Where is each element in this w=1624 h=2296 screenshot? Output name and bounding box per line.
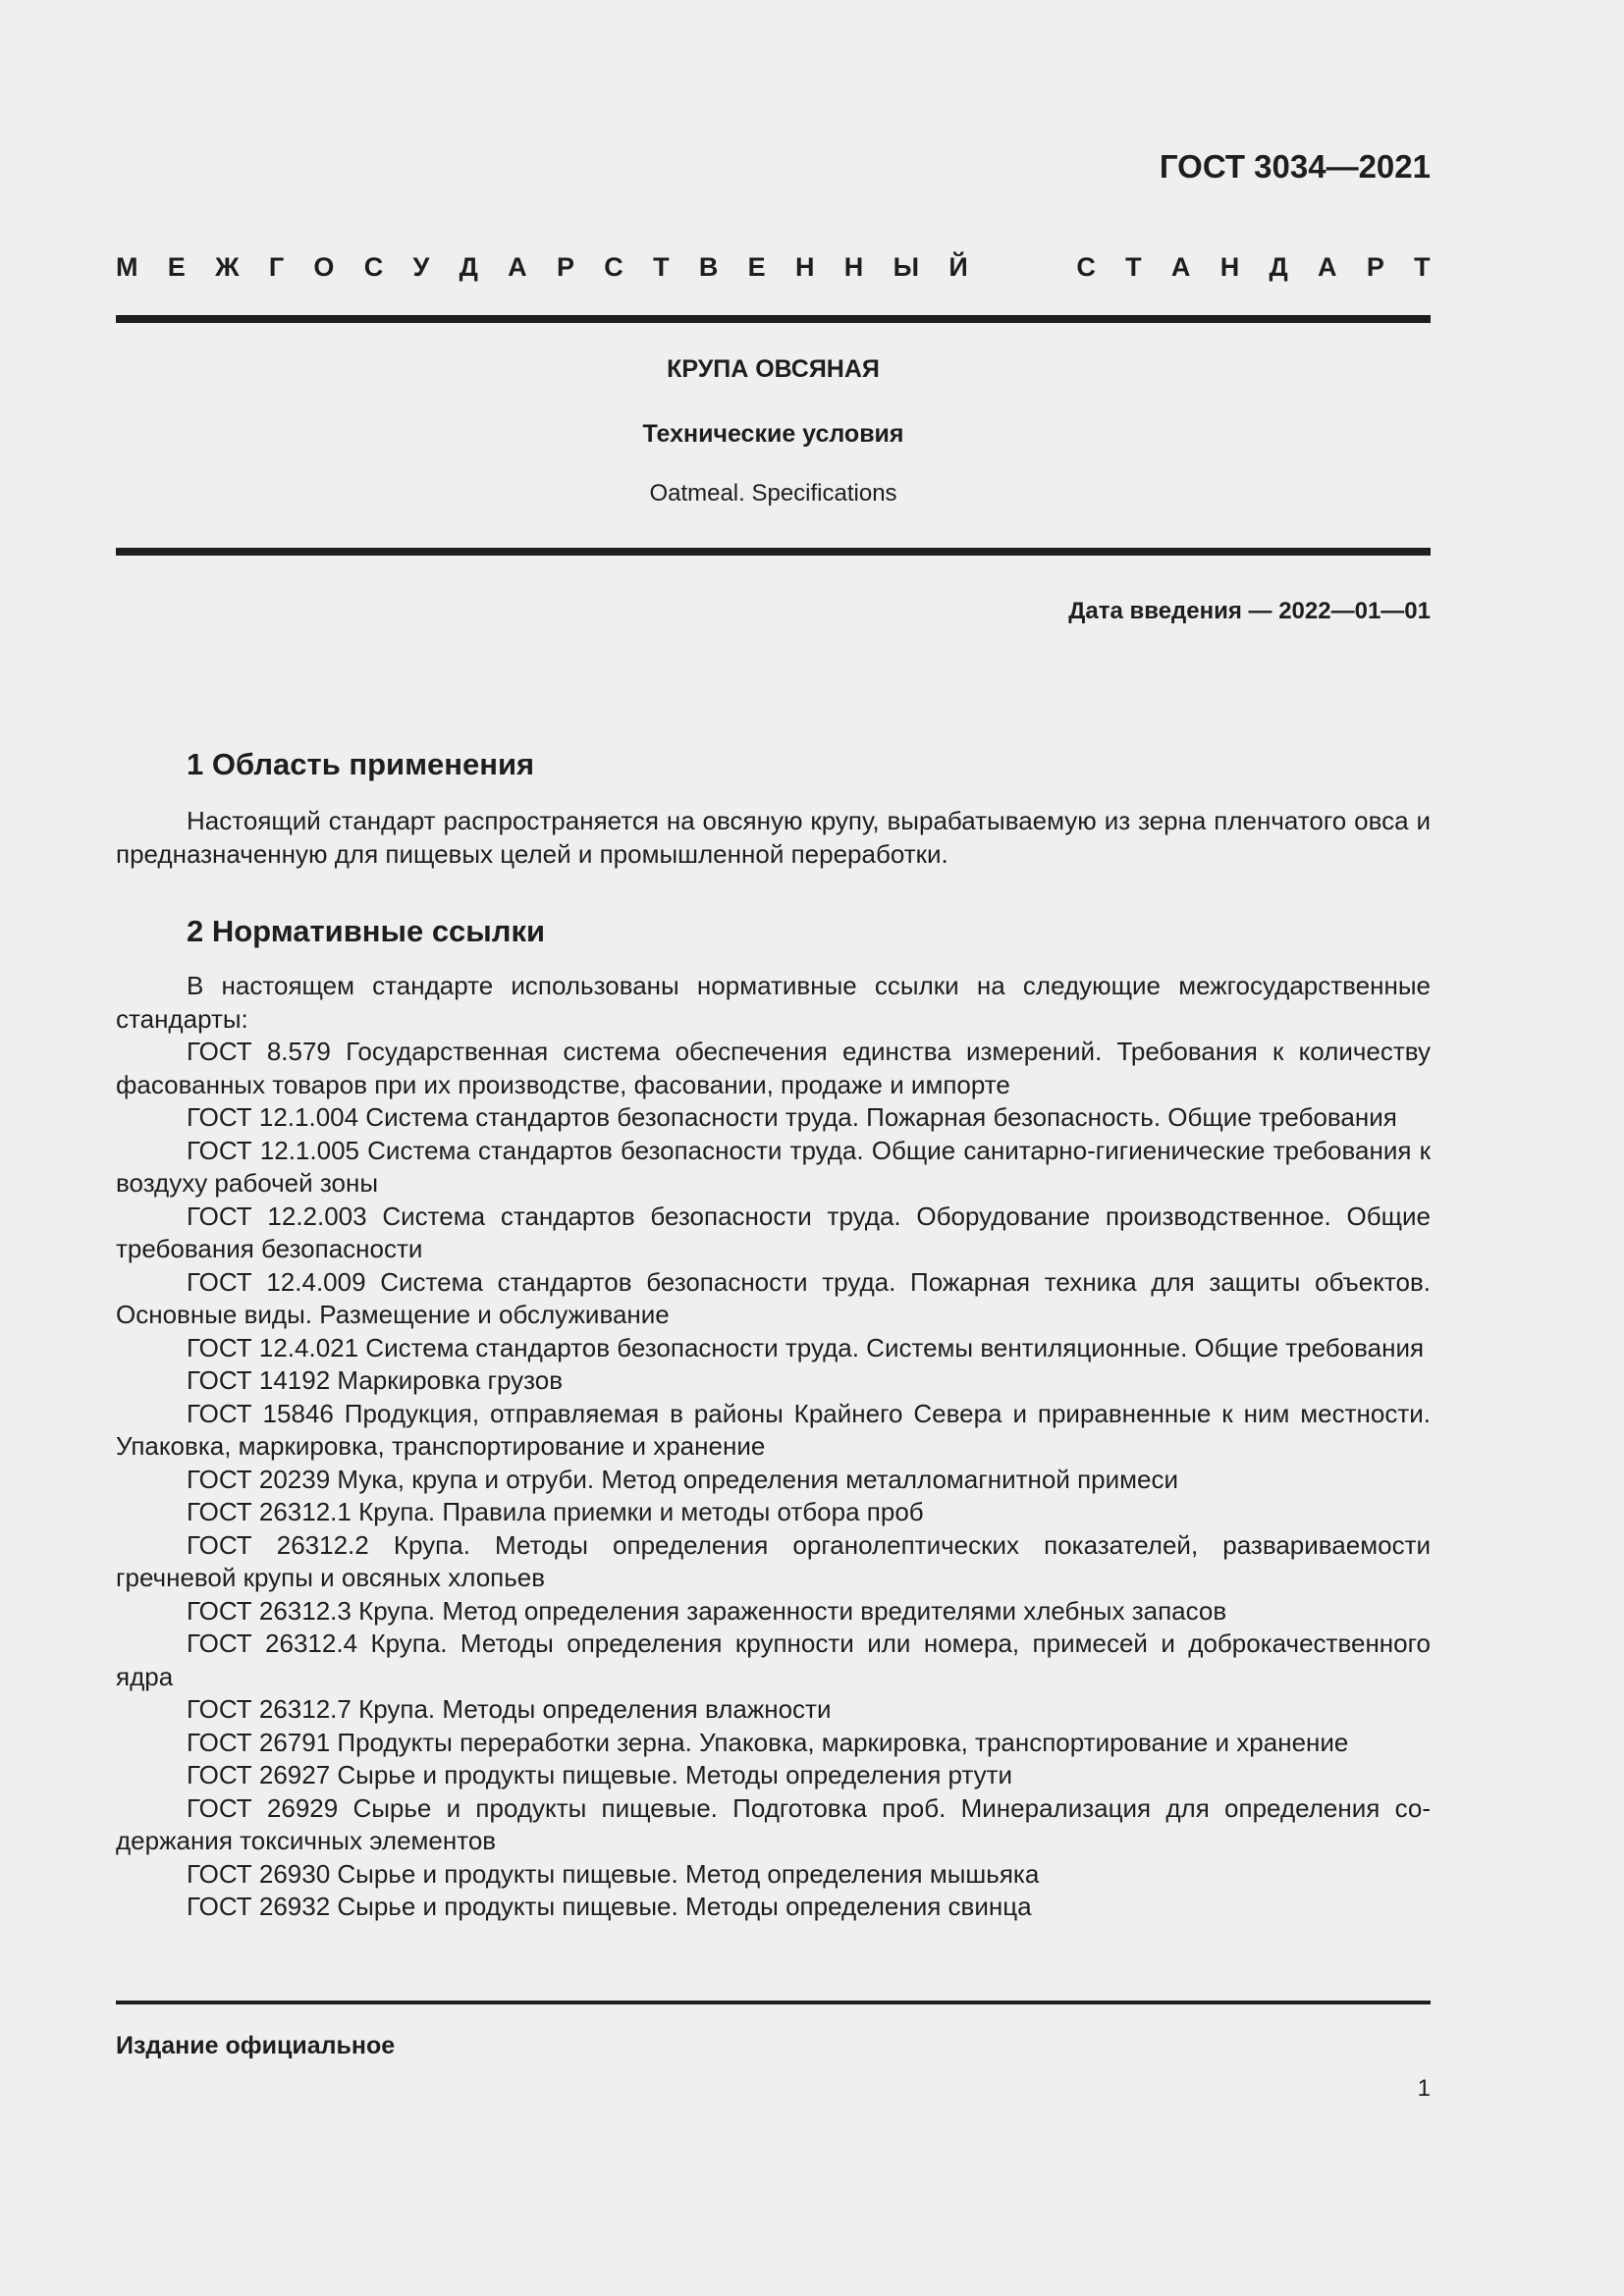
letter: А: [1170, 252, 1191, 282]
list-item: В настоящем стандарте использованы нормативные ссылки на следующие межгосударственные стандарты:: [116, 971, 1431, 1034]
letter: О: [313, 252, 335, 282]
letter: С: [604, 252, 623, 282]
list-item: ГОСТ 26791 Продукты переработки зерна. Упаковка, маркировка, транспортирование и хранение: [187, 1727, 1349, 1757]
section-1-heading: 1 Область применения: [187, 747, 535, 781]
top-divider: [116, 315, 1431, 323]
list-item: ГОСТ 20239 Мука, крупа и отруби. Метод определения металломагнитной примеси: [187, 1464, 1179, 1494]
letter: С: [1076, 252, 1096, 282]
letter: А: [1318, 252, 1337, 282]
word-gap: [998, 245, 1047, 289]
letter: Н: [794, 252, 815, 282]
letter: Д: [1269, 252, 1288, 282]
standard-type-heading: [116, 245, 1431, 289]
list-item: ГОСТ 26312.4 Крупа. Методы определения крупности или номера, примесей и доброкачественного ядра: [116, 1629, 1431, 1691]
letter: Н: [1219, 252, 1240, 282]
list-item: ГОСТ 12.4.021 Система стандартов безопасности труда. Системы вентиляционные. Общие требования: [187, 1332, 1425, 1362]
list-item: ГОСТ 26312.2 Крупа. Методы определения органолептических показателей, развариваемости гречневой крупы и овсяных хлопьев: [116, 1529, 1431, 1592]
letter: Р: [1366, 252, 1384, 282]
list-item: ГОСТ 8.579 Государственная система обеспечения единства измерений. Требования к количеству фасованных товаров при их производстве, фасовании, продаже и импорте: [116, 1037, 1431, 1099]
list-item: ГОСТ 12.4.009 Система стандартов безопасности труда. Пожарная техника для защиты объектов. Основные виды. Размещение и обслуживание: [116, 1266, 1431, 1329]
letter: Т: [653, 252, 670, 282]
list-item: ГОСТ 26312.3 Крупа. Метод определения зараженности вредителями хлебных запасов: [187, 1595, 1227, 1626]
title-divider: [116, 548, 1431, 556]
letter: Г: [268, 252, 285, 282]
document-subtitle: Технические условия: [642, 420, 904, 448]
section-1-text: Настоящий стандарт распространяется на овсяную крупу, вырабатываемую из зерна пленчатого овса и предназначенную для пищевых целей и промышленной переработки.: [116, 806, 1431, 869]
footer-divider: [116, 2001, 1431, 2004]
normative-references-list: [116, 970, 1431, 1924]
list-item: ГОСТ 15846 Продукция, отправляемая в районы Крайнего Севера и приравненные к ним местности. Упаковка, маркировка, транспортирование и хранение: [116, 1398, 1431, 1461]
letter: Й: [948, 252, 968, 282]
list-item: ГОСТ 12.2.003 Система стандартов безопасности труда. Оборудование производственное. Общие требования безопасности: [116, 1201, 1431, 1263]
letter: Н: [843, 252, 864, 282]
letter: Д: [459, 252, 478, 282]
letter: Е: [747, 252, 766, 282]
section-2-heading: 2 Нормативные ссылки: [187, 914, 546, 948]
letter: С: [363, 252, 384, 282]
edition-label: Издание официальное: [116, 2032, 396, 2059]
list-item: ГОСТ 26312.1 Крупа. Правила приемки и методы отбора проб: [187, 1497, 924, 1526]
letter: Ы: [893, 252, 920, 282]
list-item: ГОСТ 12.1.004 Система стандартов безопасности труда. Пожарная безопасность. Общие требования: [187, 1102, 1397, 1132]
list-item: ГОСТ 26312.7 Крупа. Методы определения влажности: [187, 1694, 832, 1724]
document-page: [116, 0, 1431, 2296]
list-item: ГОСТ 26930 Сырье и продукты пищевые. Метод определения мышьяка: [187, 1858, 1040, 1889]
introduction-date: Дата введения — 2022—01—01: [1068, 598, 1431, 624]
letter: Ж: [215, 252, 240, 282]
list-item: ГОСТ 26932 Сырье и продукты пищевые. Методы определения свинца: [187, 1892, 1032, 1921]
letter: Т: [1414, 252, 1431, 282]
letter: В: [698, 252, 719, 282]
letter: А: [508, 252, 527, 282]
list-item: ГОСТ 14192 Маркировка грузов: [187, 1365, 564, 1395]
document-title-english: Oatmeal. Specifications: [649, 480, 897, 507]
document-code: ГОСТ 3034—2021: [1159, 148, 1431, 185]
page-number: 1: [1417, 2075, 1431, 2102]
letter: Т: [1125, 252, 1142, 282]
letter: Р: [556, 252, 574, 282]
list-item: ГОСТ 26927 Сырье и продукты пищевые. Методы определения ртути: [187, 1760, 1013, 1789]
list-item: ГОСТ 26929 Сырье и продукты пищевые. Подготовка проб. Минерализация для определения содержания токсичных элементов: [116, 1792, 1431, 1855]
letter: У: [412, 252, 430, 282]
list-item: ГОСТ 12.1.005 Система стандартов безопасности труда. Общие санитарно-гигиенические требования к воздуху рабочей зоны: [116, 1135, 1431, 1198]
document-title: КРУПА ОВСЯНАЯ: [667, 355, 880, 383]
letter: М: [116, 252, 138, 282]
letter: Е: [167, 252, 186, 282]
